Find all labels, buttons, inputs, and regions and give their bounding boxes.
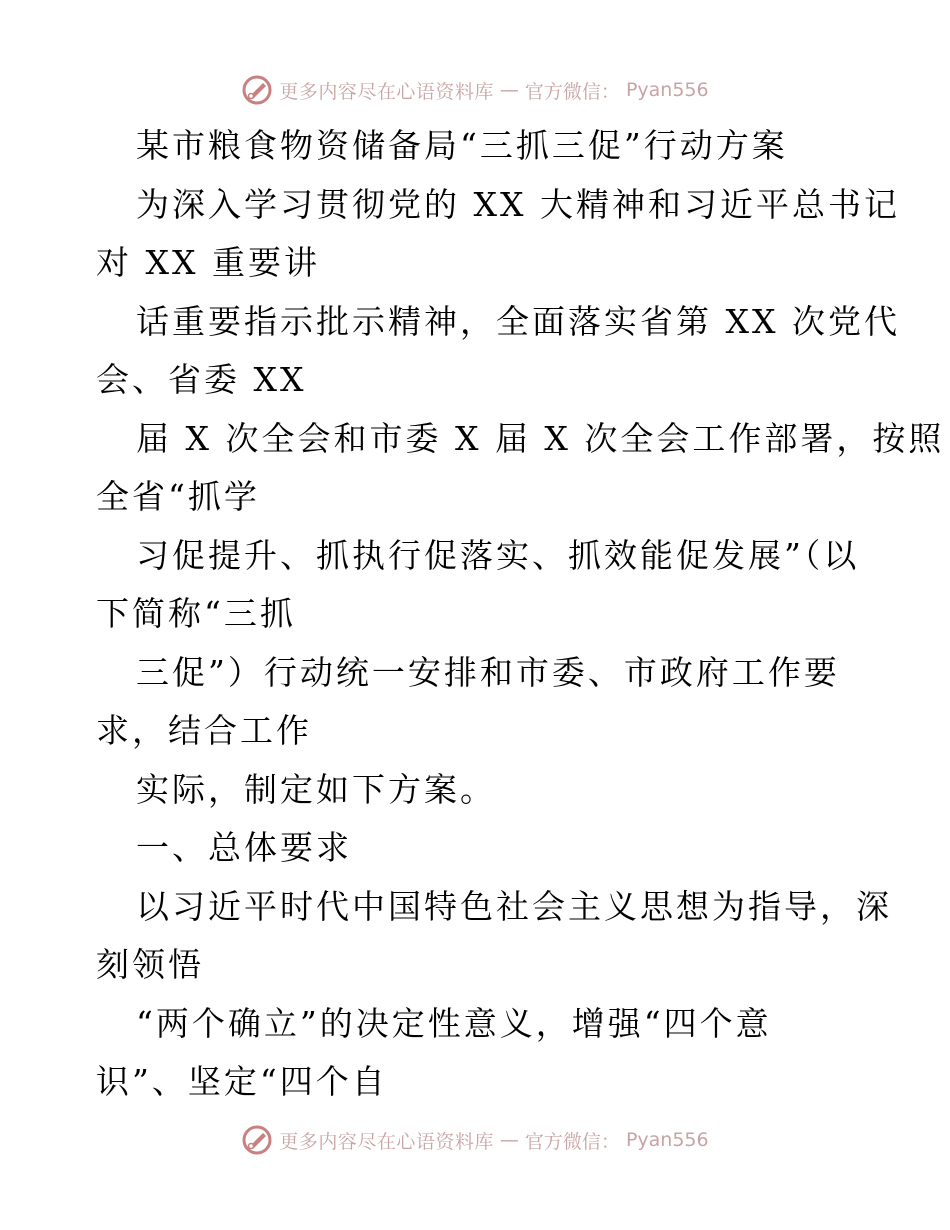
footer-watermark	[0, 1122, 950, 1158]
watermark-wechat-id: Pyan556	[625, 1129, 709, 1151]
watermark-wechat-label: 官方微信：	[524, 1130, 620, 1153]
doc-line: 三促”）行动统一安排和市委、市政府工作要	[136, 652, 840, 692]
doc-line: 一、总体要求	[136, 828, 352, 867]
watermark-separator: —	[499, 1129, 519, 1151]
watermark-wechat-id: Pyan556	[625, 79, 709, 101]
doc-line: 刻领悟	[96, 945, 204, 984]
doc-line: 求，结合工作	[96, 711, 312, 750]
doc-line: “两个确立”的决定性意义，增强“四个意	[136, 1003, 772, 1043]
doc-line: 某市粮食物资储备局“三抓三促”行动方案	[136, 126, 788, 165]
doc-line: 会、省委 XX	[96, 360, 307, 399]
doc-line: 以习近平时代中国特色社会主义思想为指导，深	[136, 886, 892, 926]
doc-line: 下简称“三抓	[96, 594, 296, 633]
doc-line: 全省“抓学	[96, 477, 260, 516]
doc-line: 识”、坚定“四个自	[96, 1062, 388, 1101]
watermark-separator: —	[499, 79, 519, 101]
watermark-wechat-label: 官方微信：	[524, 80, 620, 103]
logo-icon	[241, 74, 273, 106]
document-body	[96, 117, 945, 1112]
doc-line: 对 XX 重要讲	[96, 243, 320, 282]
doc-line: 习促提升、抓执行促落实、抓效能促发展”（以	[136, 535, 860, 575]
logo-icon	[241, 1124, 273, 1156]
doc-line: 实际，制定如下方案。	[136, 769, 496, 809]
watermark-text: 更多内容尽在心语资料库	[279, 80, 494, 103]
doc-line: 届 X 次全会和市委 X 届 X 次全会工作部署，按照	[136, 418, 945, 458]
doc-line: 话重要指示批示精神，全面落实省第 XX 次党代	[136, 301, 900, 341]
watermark-text: 更多内容尽在心语资料库	[279, 1130, 494, 1153]
header-watermark	[0, 72, 950, 108]
doc-line: 为深入学习贯彻党的 XX 大精神和习近平总书记	[136, 184, 900, 224]
